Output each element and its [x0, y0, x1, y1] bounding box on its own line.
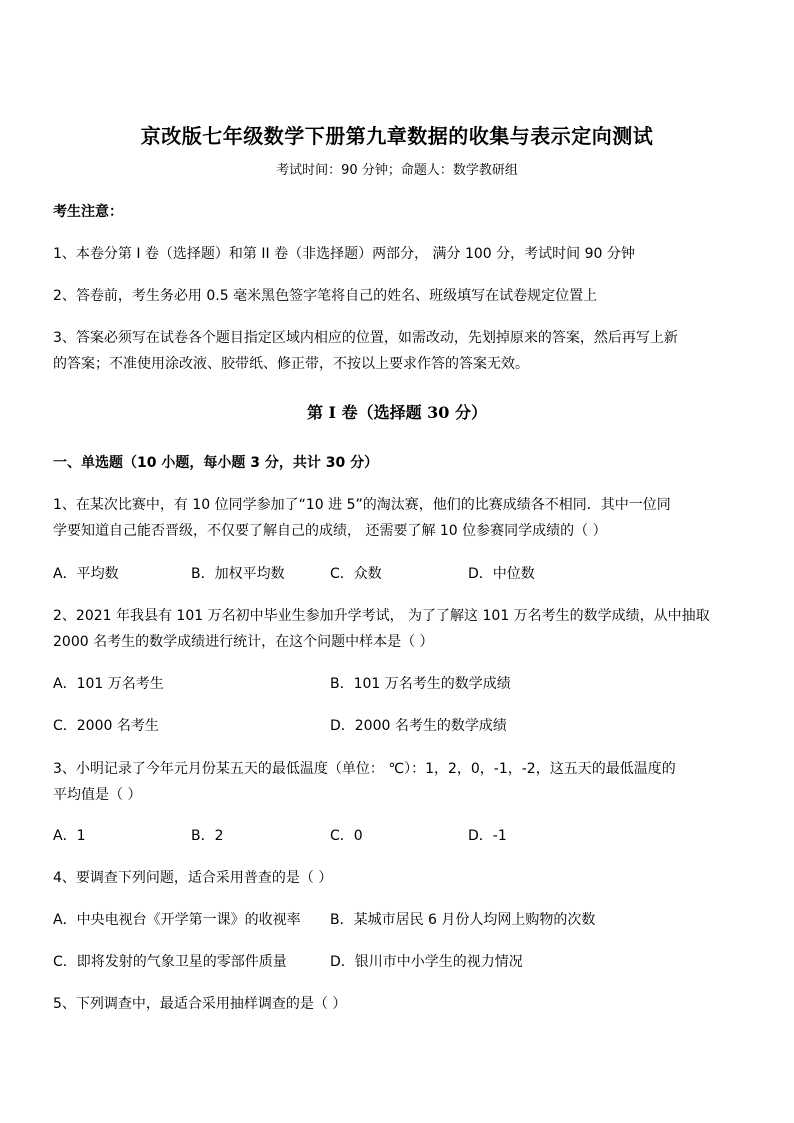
- question-1-option-a: A．平均数: [53, 566, 119, 582]
- question-2-line-1: 2、2021 年我县有 101 万名初中毕业生参加升学考试， 为了了解这 101 万名考生的数学成绩，从中抽取: [53, 608, 710, 624]
- notice-item: 的答案；不准使用涂改液、胶带纸、修正带，不按以上要求作答的答案无效。: [53, 356, 529, 372]
- question-1-option-d: D．中位数: [468, 566, 535, 582]
- question-1-option-b: B．加权平均数: [191, 566, 285, 582]
- exam-title: 京改版七年级数学下册第九章数据的收集与表示定向测试: [140, 124, 654, 148]
- part-heading: 一、单选题（10 小题，每小题 3 分，共计 30 分）: [53, 455, 379, 471]
- question-1-option-c: C．众数: [330, 566, 382, 582]
- question-2-option-b: B．101 万名考生的数学成绩: [330, 676, 511, 692]
- question-2-option-a: A．101 万名考生: [53, 676, 164, 692]
- question-3-line-1: 3、小明记录了今年元月份某五天的最低温度（单位： ℃）：1，2，0，-1，-2，这五天的最低温度的: [53, 761, 676, 777]
- notice-item: 2、答卷前，考生务必用 0.5 毫米黑色签字笔将自己的姓名、班级填写在试卷规定位置上: [53, 288, 598, 304]
- question-4-option-c: C．即将发射的气象卫星的零部件质量: [53, 954, 287, 970]
- question-3-option-b: B．2: [191, 828, 224, 844]
- section-title: 第 I 卷（选择题 30 分）: [306, 403, 488, 422]
- question-5-line-1: 5、下列调查中，最适合采用抽样调查的是（ ）: [53, 996, 347, 1012]
- question-3-option-c: C．0: [330, 828, 363, 844]
- question-1-line-1: 1、在某次比赛中，有 10 位同学参加了“10 进 5”的淘汰赛，他们的比赛成绩各不相同．其中一位同: [53, 497, 671, 513]
- question-3-option-d: D．-1: [468, 828, 507, 844]
- question-1-line-2: 学要知道自己能否晋级，不仅要了解自己的成绩， 还需要了解 10 位参赛同学成绩的（ ）: [53, 523, 607, 539]
- question-3-option-a: A．1: [53, 828, 86, 844]
- question-2-option-c: C．2000 名考生: [53, 718, 159, 734]
- notice-item: 1、本卷分第 I 卷（选择题）和第 II 卷（非选择题）两部分， 满分 100 分，考试时间 90 分钟: [53, 246, 635, 262]
- question-4-option-b: B．某城市居民 6 月份人均网上购物的次数: [330, 912, 596, 928]
- question-2-line-2: 2000 名考生的数学成绩进行统计，在这个问题中样本是（ ）: [53, 634, 434, 650]
- question-4-option-a: A．中央电视台《开学第一课》的收视率: [53, 912, 301, 928]
- exam-subtitle: 考试时间：90 分钟；命题人：数学教研组: [276, 163, 518, 178]
- question-3-line-2: 平均值是（ ）: [53, 787, 142, 803]
- notice-item: 3、答案必须写在试卷各个题目指定区域内相应的位置，如需改动，先划掉原来的答案，然后再写上新: [53, 330, 678, 346]
- question-4-line-1: 4、要调查下列问题，适合采用普查的是（ ）: [53, 870, 333, 886]
- notice-heading: 考生注意：: [53, 204, 123, 220]
- question-2-option-d: D．2000 名考生的数学成绩: [330, 718, 507, 734]
- question-4-option-d: D．银川市中小学生的视力情况: [330, 954, 523, 970]
